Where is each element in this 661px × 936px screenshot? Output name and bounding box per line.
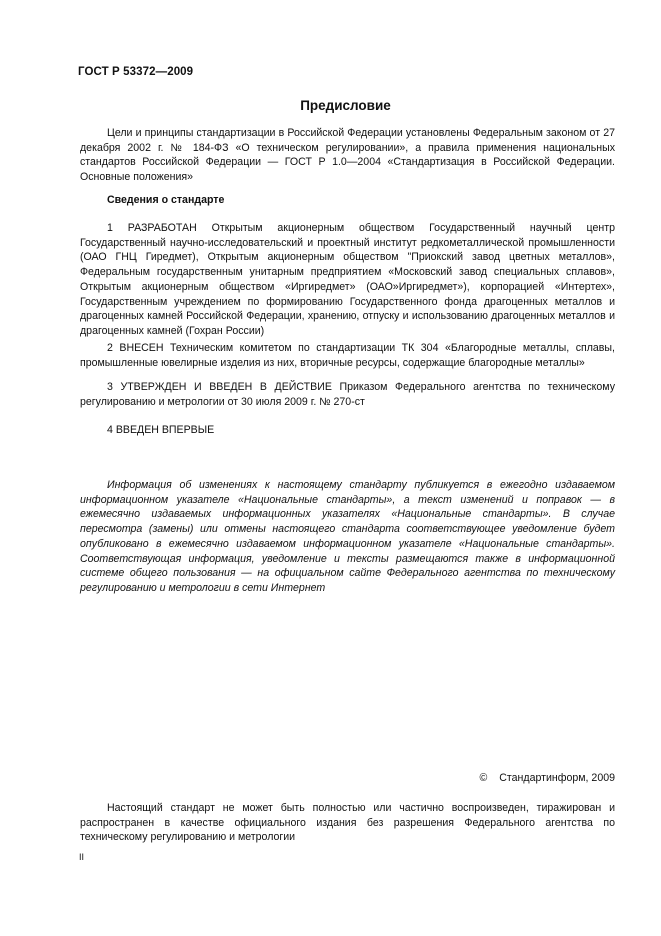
info-item-3 bbox=[80, 380, 615, 409]
intro-section bbox=[80, 126, 615, 185]
info-heading: Сведения о стандарте bbox=[107, 194, 225, 206]
info-item-4 bbox=[80, 423, 615, 438]
page-number: II bbox=[79, 852, 85, 862]
info-item-text: 1 РАЗРАБОТАН Открытым акционерным обществом Государственный научный центр Государственный научно-исследовательский и проектный институт редкометаллической промышленности (ОАО ГНЦ Гиредмет), Открытым акционерным обществом "Приокский завод цветных металлов», Федеральным государственным унитарным предприятием «Московский завод специальных сплавов», Открытым акционерным обществом «Иргиредмет» (ОАО»Иргиредмет»), корпорацией «Интертех», Государственным учреждением по формированию Государственного фонда драгоценных металлов и драгоценных камней Российской Федерации, хранению, отпуску и использованию драгоценных металлов и драгоценных камней (Гохран России) bbox=[80, 222, 615, 337]
standard-code: ГОСТ Р 53372—2009 bbox=[78, 66, 194, 78]
info-item-1 bbox=[80, 221, 615, 339]
reproduction-notice bbox=[80, 801, 615, 845]
copyright-text: Стандартинформ, 2009 bbox=[499, 772, 615, 784]
intro-paragraph: Цели и принципы стандартизации в Российской Федерации установлены Федеральным законом от 27 декабря 2002 г. № 184-ФЗ «О техническом регулировании», а правила применения национальных стандартов Российской Федерации — ГОСТ Р 1.0—2004 «Стандартизация в Российской Федерации. Основные положения» bbox=[80, 127, 615, 184]
info-item-2 bbox=[80, 341, 615, 370]
copyright-line bbox=[479, 772, 615, 784]
copyright-symbol: © bbox=[479, 772, 488, 784]
info-item-text: 3 УТВЕРЖДЕН И ВВЕДЕН В ДЕЙСТВИЕ Приказом Федерального агентства по техническому регулированию и метрологии от 30 июля 2009 г. № 270-ст bbox=[80, 381, 615, 408]
notice-paragraph: Информация об изменениях к настоящему стандарту публикуется в ежегодно издаваемом информационном указателе «Национальные стандарты», а текст изменений и поправок — в ежемесячно издаваемых информационных указателях «Национальные стандарты». В случае пересмотра (замены) или отмены настоящего стандарта соответствующее уведомление будет опубликовано в ежемесячно издаваемом информационном указателе «Национальные стандарты». Соответствующая информация, уведомление и тексты размещаются также в информационной системе общего пользования — на официальном сайте Федерального агентства по техническому регулированию и метрологии в сети Интернет bbox=[80, 479, 615, 594]
info-item-text: 4 ВВЕДЕН ВПЕРВЫЕ bbox=[107, 424, 215, 436]
info-item-text: 2 ВНЕСЕН Техническим комитетом по стандартизации ТК 304 «Благородные металлы, сплавы, промышленные ювелирные изделия из них, вторичные ресурсы, содержащие благородные металлы» bbox=[80, 342, 615, 369]
changes-notice bbox=[80, 478, 615, 596]
page-title: Предисловие bbox=[300, 98, 391, 113]
reproduction-paragraph: Настоящий стандарт не может быть полностью или частично воспроизведен, тиражирован и распространен в качестве официального издания без разрешения Федерального агентства по техническому регулированию и метрологии bbox=[80, 802, 615, 844]
